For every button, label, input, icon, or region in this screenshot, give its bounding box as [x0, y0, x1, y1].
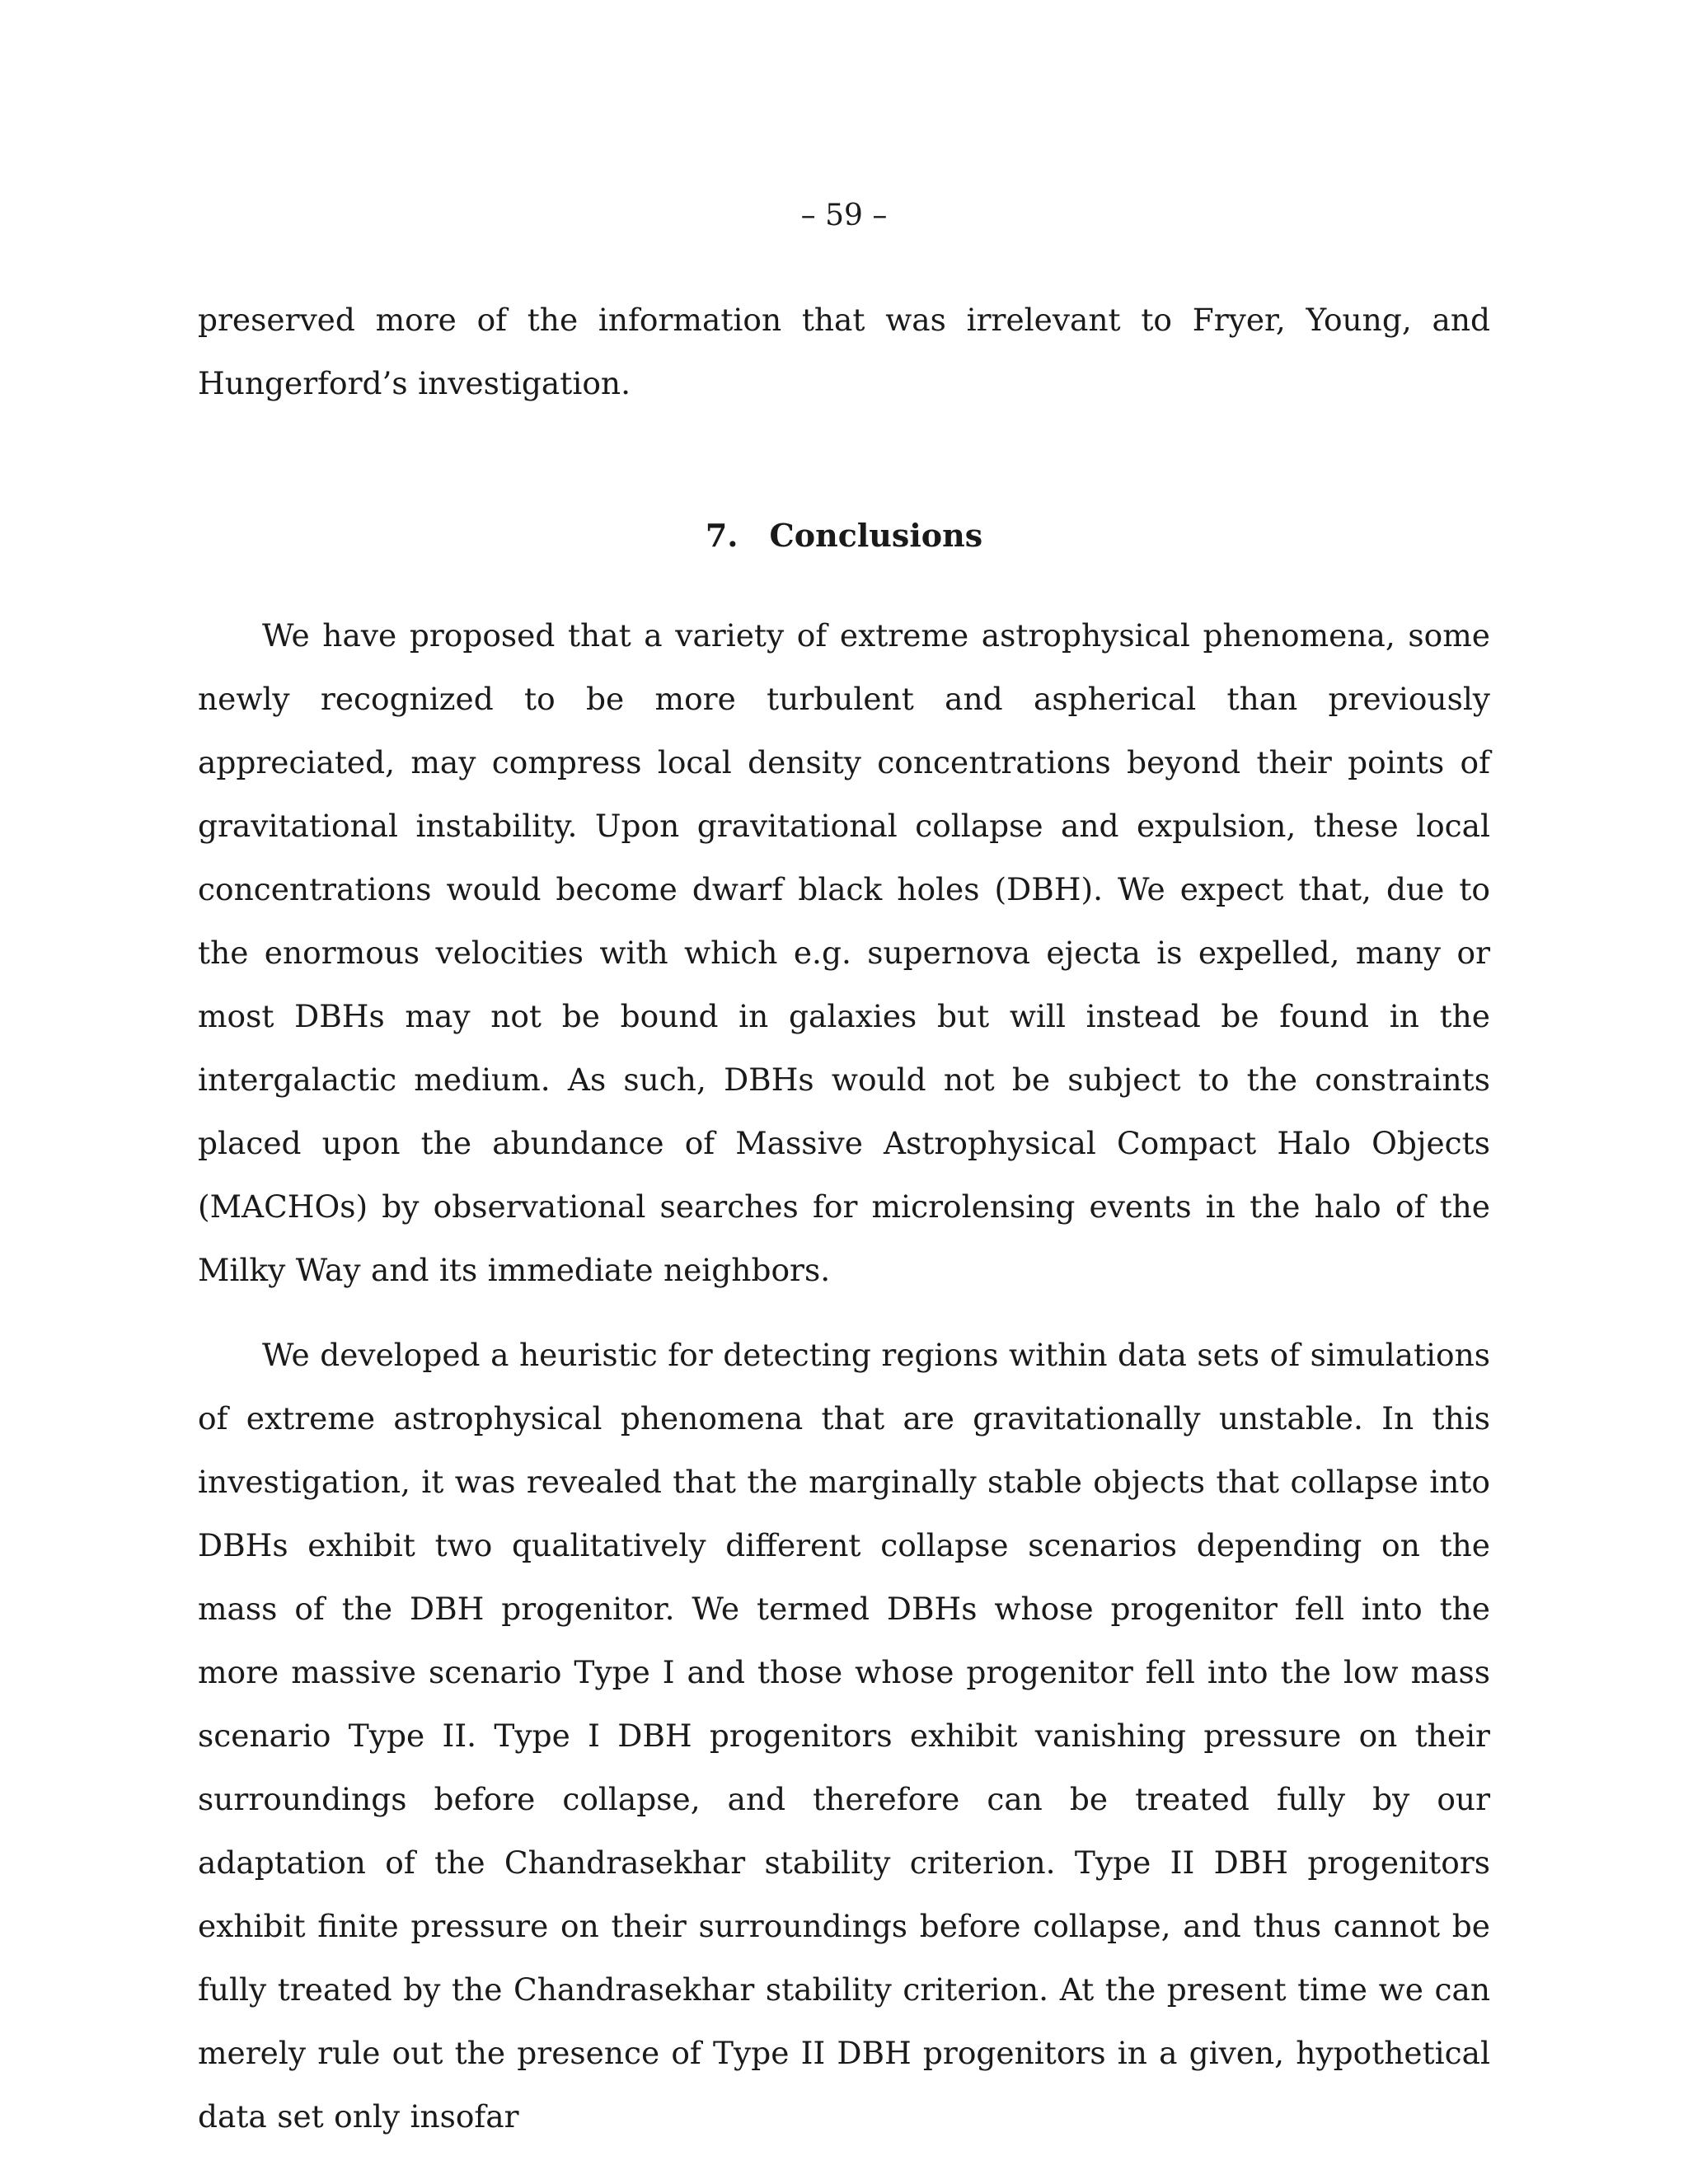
section-body: [198, 604, 1490, 2170]
section-heading: [0, 511, 1688, 560]
continuation-paragraph: [198, 288, 1490, 415]
section-number: 7.: [705, 517, 738, 554]
continuation-text: preserved more of the information that was irrelevant to Fryer, Young, and Hungerford’s investigation.: [198, 302, 1490, 401]
paragraph-1: We have proposed that a variety of extreme astrophysical phenomena, some newly recognized to be more turbulent and aspherical than previously appreciated, may compress local density concentrations beyond their points of gravitational instability. Upon gravitational collapse and expulsion, these local concentrations would become dwarf black holes (DBH). We expect that, due to the enormous velocities with which e.g. supernova ejecta is expelled, many or most DBHs may not be bound in galaxies but will instead be found in the intergalactic medium. As such, DBHs would not be subject to the constraints placed upon the abundance of Massive Astrophysical Compact Halo Objects (MACHOs) by observational searches for microlensing events in the halo of the Milky Way and its immediate neighbors.: [198, 617, 1490, 1288]
page-number: – 59 –: [800, 199, 888, 232]
section-title: Conclusions: [769, 517, 983, 554]
paragraph-2: We developed a heuristic for detecting regions within data sets of simulations of extreme astrophysical phenomena that are gravitationally unstable. In this investigation, it was revealed that the marginally stable objects that collapse into DBHs exhibit two qualitatively different collapse scenarios depending on the mass of the DBH progenitor. We termed DBHs whose progenitor fell into the more massive scenario Type I and those whose progenitor fell into the low mass scenario Type II. Type I DBH progenitors exhibit vanishing pressure on their surroundings before collapse, and therefore can be treated fully by our adaptation of the Chandrasekhar stability criterion. Type II DBH progenitors exhibit finite pressure on their surroundings before collapse, and thus cannot be fully treated by the Chandrasekhar stability criterion. At the present time we can merely rule out the presence of Type II DBH progenitors in a given, hypothetical data set only insofar: [198, 1337, 1490, 2135]
